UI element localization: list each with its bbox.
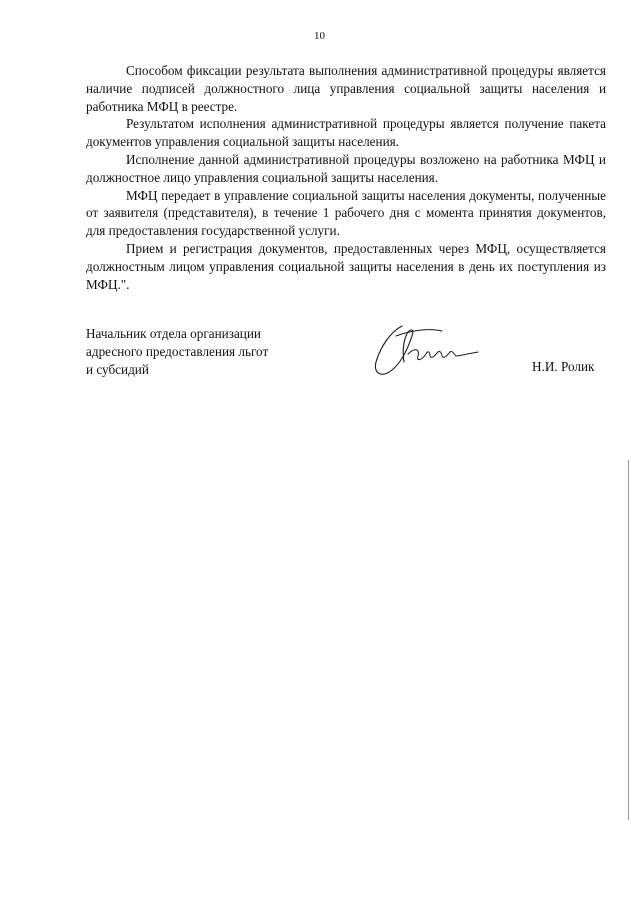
paragraph-responsible-persons: Исполнение данной административной процедуры возложено на работника МФЦ и должностное лицо управления социальной защиты населения. [86, 151, 606, 185]
paragraph-transfer-terms: МФЦ передает в управление социальной защиты населения документы, полученные от заявителя (представителя), в течение 1 рабочего дня с момента принятия документов, для предоставления государственной услуги. [86, 187, 606, 239]
handwritten-signature [372, 322, 484, 382]
page-number: 10 [314, 30, 325, 42]
document-body [86, 62, 606, 293]
paragraph-registration: Прием и регистрация документов, предоставленных через МФЦ, осуществляется должностным лицом управления социальной защиты населения в день их поступления из МФЦ.". [86, 240, 606, 292]
signatory-position-line: и субсидий [86, 361, 149, 377]
signatory-position [86, 325, 326, 378]
paragraph-fixation-method: Способом фиксации результата выполнения административной процедуры является наличие подписей должностного лица управления социальной защиты населения и работника МФЦ в реестре. [86, 63, 606, 114]
scan-edge-line [628, 460, 629, 820]
signatory-position-line: Начальник отдела организации [86, 326, 261, 341]
paragraph-procedure-result: Результатом исполнения административной процедуры является получение пакета документов управления социальной защиты населения. [86, 116, 606, 150]
signatory-name: Н.И. Ролик [532, 359, 595, 374]
signatory-position-line: адресного предоставления льгот [86, 343, 269, 359]
